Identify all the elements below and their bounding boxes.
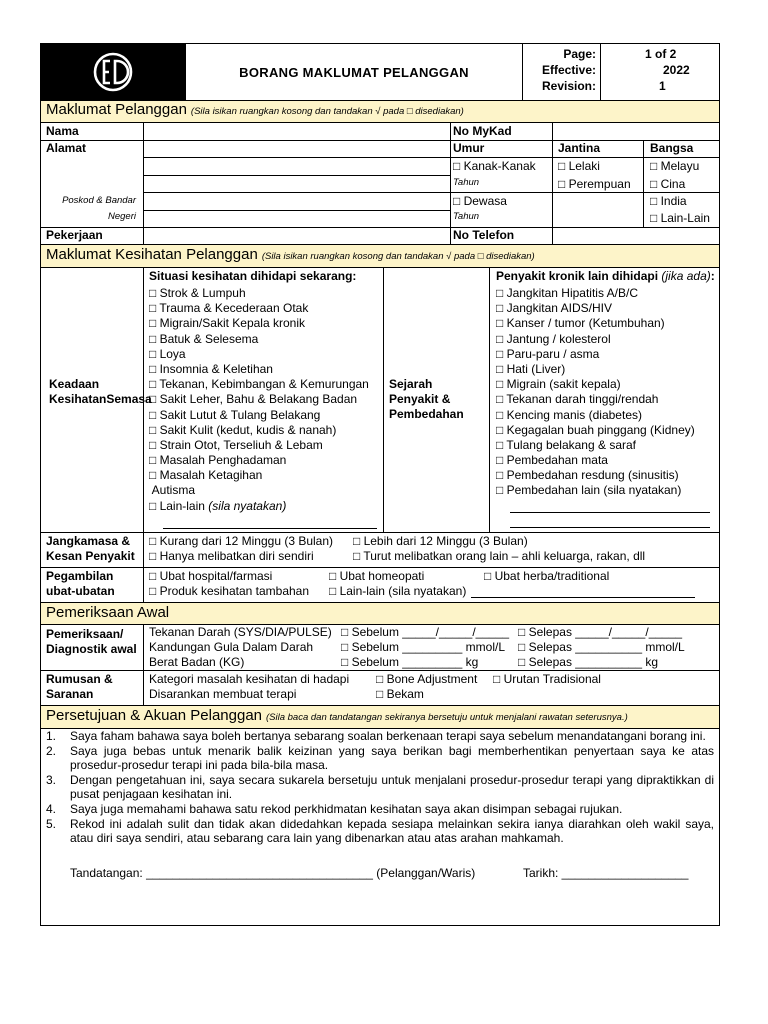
situasi-strok-checkbox[interactable]: □ Strok & Lumpuh	[149, 286, 246, 300]
kronik-jantung-checkbox[interactable]: □ Jantung / kolesterol	[496, 331, 611, 346]
lain-lain-checkbox[interactable]: □ Lain-Lain	[650, 211, 710, 225]
jangkamasa-label: Jangkamasa & Kesan Penyakit	[46, 534, 135, 563]
consent-item-text: Rekod ini adalah sulit dan tidak akan didedahkan kepada sesiapa melainkan sekira ianya diarahkan oleh wakil saya, atau diri saya sendiri, atau sebarang cara lain yang dibenarkan atau atas arahan mahkamah.	[70, 816, 714, 846]
section-health-info	[41, 244, 719, 268]
situasi-strain-checkbox[interactable]: □ Strain Otot, Terseliuh & Lebam	[149, 437, 323, 452]
consent-item-number: 4.	[46, 801, 57, 816]
melayu-checkbox[interactable]: □ Melayu	[650, 159, 700, 173]
kanak-checkbox[interactable]: □ Kanak-Kanak	[453, 159, 536, 173]
dewasa-checkbox[interactable]: □ Dewasa	[453, 194, 507, 208]
berat-badan-sebelum[interactable]: □ Sebelum _________ kg	[341, 655, 479, 669]
urutan-tradisional-checkbox[interactable]: □ Urutan Tradisional	[493, 672, 601, 686]
tekanan-darah-sebelum[interactable]: □ Sebelum _____/_____/_____	[341, 625, 510, 639]
meta-revision-value: 1	[659, 79, 666, 93]
orang-lain-checkbox[interactable]: □ Turut melibatkan orang lain – ahli keluarga, rakan, dll	[353, 549, 646, 563]
kronik-resdung-checkbox[interactable]: □ Pembedahan resdung (sinusitis)	[496, 468, 679, 483]
sejarah-label: Sejarah Penyakit & Pembedahan	[389, 377, 464, 421]
situasi-insomnia-checkbox[interactable]: □ Insomnia & Keletihan	[149, 361, 273, 376]
keadaan-label: Keadaan KesihatanSemasa	[49, 377, 152, 406]
situasi-penghadaman-checkbox[interactable]: □ Masalah Penghadaman	[149, 453, 287, 468]
customer-form	[40, 43, 720, 926]
diagnostik-label: Pemeriksaan/ Diagnostik awal	[46, 627, 137, 656]
consent-item-number: 2.	[46, 743, 57, 758]
consent-item-number: 3.	[46, 772, 57, 787]
consent-item-number: 5.	[46, 816, 57, 831]
ed-logo-icon	[91, 50, 135, 94]
date-field[interactable]: Tarikh: ___________________	[523, 866, 689, 880]
section-title: Persetujuan & Akuan Pelanggan	[46, 707, 262, 724]
produk-tambahan-checkbox[interactable]: □ Produk kesihatan tambahan	[149, 584, 310, 598]
form-header	[41, 44, 719, 102]
situasi-tekanan-checkbox[interactable]: □ Tekanan, Kebimbangan & Kemurungan	[149, 377, 369, 392]
alamat-label: Alamat	[46, 141, 87, 155]
negeri-label: Negeri	[108, 211, 136, 222]
disarankan-label: Disarankan membuat terapi	[149, 687, 297, 701]
berat-badan-label: Berat Badan (KG)	[149, 655, 245, 669]
kronik-hepatitis-checkbox[interactable]: □ Jangkitan Hipatitis A/B/C	[496, 286, 638, 300]
tekanan-darah-label: Tekanan Darah (SYS/DIA/PULSE)	[149, 625, 332, 639]
situasi-migrain-checkbox[interactable]: □ Migrain/Sakit Kepala kronik	[149, 316, 305, 331]
poskod-label: Poskod & Bandar	[62, 195, 136, 206]
kronik-tekanan-checkbox[interactable]: □ Tekanan darah tinggi/rendah	[496, 392, 659, 407]
bone-adjustment-checkbox[interactable]: □ Bone Adjustment	[376, 672, 478, 686]
perempuan-checkbox[interactable]: □ Perempuan	[558, 177, 631, 191]
alamat-field[interactable]	[144, 141, 449, 226]
kronik-lain-blank-1[interactable]	[510, 512, 710, 513]
situasi-autisma-item[interactable]: Autisma	[149, 483, 196, 498]
section-consent	[41, 705, 719, 729]
nama-label: Nama	[46, 124, 79, 138]
kurang-12-minggu-checkbox[interactable]: □ Kurang dari 12 Minggu (3 Bulan)	[149, 534, 334, 548]
meta-page-value: 1 of 2	[645, 47, 677, 61]
kronik-note: (jika ada)	[661, 269, 711, 283]
section-examination	[41, 602, 719, 625]
kronik-kanser-checkbox[interactable]: □ Kanser / tumor (Ketumbuhan)	[496, 316, 665, 331]
gula-darah-label: Kandungan Gula Dalam Darah	[149, 640, 314, 654]
kronik-title	[496, 269, 715, 283]
consent-item	[46, 773, 714, 802]
section-title: Maklumat Kesihatan Pelanggan	[46, 246, 258, 263]
bangsa-label: Bangsa	[650, 141, 694, 155]
tahun-label: Tahun	[453, 211, 480, 222]
consent-item	[46, 744, 714, 773]
umur-label: Umur	[453, 141, 485, 155]
kronik-title-text: Penyakit kronik lain dihidapi	[496, 269, 659, 283]
situasi-lain-blank[interactable]	[163, 528, 377, 529]
situasi-leher-checkbox[interactable]: □ Sakit Leher, Bahu & Belakang Badan	[149, 392, 358, 407]
meta-page-label: Page:	[563, 47, 596, 61]
kronik-lain-checkbox[interactable]: □ Pembedahan lain (sila nyatakan)	[496, 483, 682, 498]
section-note: (Sila isikan ruangkan kosong dan tandakan √ pada □ disediakan)	[261, 251, 535, 262]
telefon-field[interactable]	[553, 228, 718, 243]
section-customer-info	[41, 100, 719, 123]
meta-effective-value: 2022	[663, 63, 690, 77]
kategori-masalah-label: Kategori masalah kesihatan di hadapi	[149, 672, 350, 686]
kronik-kidney-checkbox[interactable]: □ Kegagalan buah pinggang (Kidney)	[496, 422, 695, 437]
situasi-loya-checkbox[interactable]: □ Loya	[149, 346, 186, 361]
kronik-mata-checkbox[interactable]: □ Pembedahan mata	[496, 453, 608, 468]
meta-effective-label: Effective:	[541, 63, 596, 77]
consent-item	[46, 817, 714, 846]
consent-item-text: Saya faham bahawa saya boleh bertanya sebarang soalan berkenaan terapi saya sebelum menandatangani borang ini.	[70, 729, 706, 743]
ubat-hospital-checkbox[interactable]: □ Ubat hospital/farmasi	[149, 569, 273, 583]
situasi-lutut-checkbox[interactable]: □ Sakit Lutut & Tulang Belakang	[149, 407, 321, 422]
situasi-lain-checkbox[interactable]	[149, 499, 369, 514]
pekerjaan-label: Pekerjaan	[46, 228, 103, 242]
nama-field[interactable]	[144, 124, 449, 139]
company-logo	[41, 44, 185, 100]
gula-darah-selepas[interactable]: □ Selepas __________ mmol/L	[518, 640, 685, 654]
gula-darah-sebelum[interactable]: □ Sebelum _________ mmol/L	[341, 640, 506, 654]
mykad-field[interactable]	[553, 124, 718, 139]
section-title: Pemeriksaan Awal	[46, 604, 170, 621]
ubat-label: Pegambilan ubat-ubatan	[46, 569, 115, 598]
kronik-list	[496, 286, 695, 499]
situasi-trauma-checkbox[interactable]: □ Trauma & Kecederaan Otak	[149, 301, 309, 316]
consent-item	[46, 729, 714, 744]
kronik-tulang-checkbox[interactable]: □ Tulang belakang & saraf	[496, 437, 637, 452]
situasi-ketagihan-checkbox[interactable]: □ Masalah Ketagihan	[149, 468, 263, 483]
tahun-label: Tahun	[453, 177, 480, 188]
kronik-lain-blank-2[interactable]	[510, 527, 710, 528]
meta-values	[601, 44, 719, 102]
consent-item-text: Saya juga bebas untuk menarik balik keizinan yang saya berikan bagi memberhentikan penyertaan saya ke atas prosedur-prosedur terapi ini pada bila-bila masa.	[70, 743, 714, 773]
lebih-12-minggu-checkbox[interactable]: □ Lebih dari 12 Minggu (3 Bulan)	[353, 534, 528, 548]
meta-labels	[523, 44, 601, 100]
kronik-hati-checkbox[interactable]: □ Hati (Liver)	[496, 361, 566, 376]
situasi-list	[149, 286, 369, 514]
cina-checkbox[interactable]: □ Cina	[650, 177, 686, 191]
section-note: (Sila baca dan tandatangan sekiranya bersetuju untuk menjalani rawatan seterusnya.)	[266, 712, 628, 723]
consent-item	[46, 802, 714, 817]
situasi-title: Situasi kesihatan dihidapi sekarang:	[149, 269, 357, 283]
consent-item-number: 1.	[46, 729, 57, 743]
india-checkbox[interactable]: □ India	[650, 194, 687, 208]
signature-field[interactable]: Tandatangan: __________________________________ (Pelanggan/Waris)	[70, 866, 476, 880]
kronik-diabetes-checkbox[interactable]: □ Kencing manis (diabetes)	[496, 407, 642, 422]
lain-prefix: □ Lain-lain	[149, 498, 209, 513]
ubat-homeopati-checkbox[interactable]: □ Ubat homeopati	[329, 569, 425, 583]
consent-item-text: Dengan pengetahuan ini, saya secara sukarela bersetuju untuk menjalani prosedur-prosedur terapi yang dipraktikkan di pusat penjagaan kesihatan ini.	[70, 772, 714, 802]
kronik-colon: :	[710, 269, 715, 283]
kronik-migrain-checkbox[interactable]: □ Migrain (sakit kepala)	[496, 377, 621, 392]
kronik-aids-checkbox[interactable]: □ Jangkitan AIDS/HIV	[496, 301, 612, 316]
lelaki-checkbox[interactable]: □ Lelaki	[558, 159, 600, 173]
situasi-batuk-checkbox[interactable]: □ Batuk & Selesema	[149, 331, 259, 346]
bekam-checkbox[interactable]: □ Bekam	[376, 687, 424, 701]
consent-item-text: Saya juga memahami bahawa satu rekod perkhidmatan kesihatan saya akan disimpan sebagai rujukan.	[70, 801, 623, 816]
meta-revision-label: Revision:	[541, 79, 596, 93]
kronik-paru-checkbox[interactable]: □ Paru-paru / asma	[496, 346, 600, 361]
diri-sendiri-checkbox[interactable]: □ Hanya melibatkan diri sendiri	[149, 549, 314, 563]
ubat-herba-checkbox[interactable]: □ Ubat herba/traditional	[484, 569, 610, 583]
section-note: (Sila isikan ruangkan kosong dan tandakan √ pada □ disediakan)	[190, 106, 464, 117]
situasi-kulit-checkbox[interactable]: □ Sakit Kulit (kedut, kudis & nanah)	[149, 422, 337, 437]
rumusan-label: Rumusan & Saranan	[46, 672, 113, 701]
jantina-label: Jantina	[558, 141, 601, 155]
ubat-lain-checkbox[interactable]: □ Lain-lain (sila nyatakan)	[329, 584, 467, 598]
section-title: Maklumat Pelanggan	[46, 101, 187, 118]
mykad-label: No MyKad	[453, 124, 512, 138]
telefon-label: No Telefon	[453, 228, 515, 242]
ubat-lain-blank[interactable]	[471, 597, 695, 598]
form-title: BORANG MAKLUMAT PELANGGAN	[185, 44, 523, 100]
tekanan-darah-selepas[interactable]: □ Selepas _____/_____/_____	[518, 625, 683, 639]
lain-italic-note: (sila nyatakan)	[208, 498, 287, 513]
berat-badan-selepas[interactable]: □ Selepas __________ kg	[518, 655, 659, 669]
pekerjaan-field[interactable]	[144, 228, 449, 243]
